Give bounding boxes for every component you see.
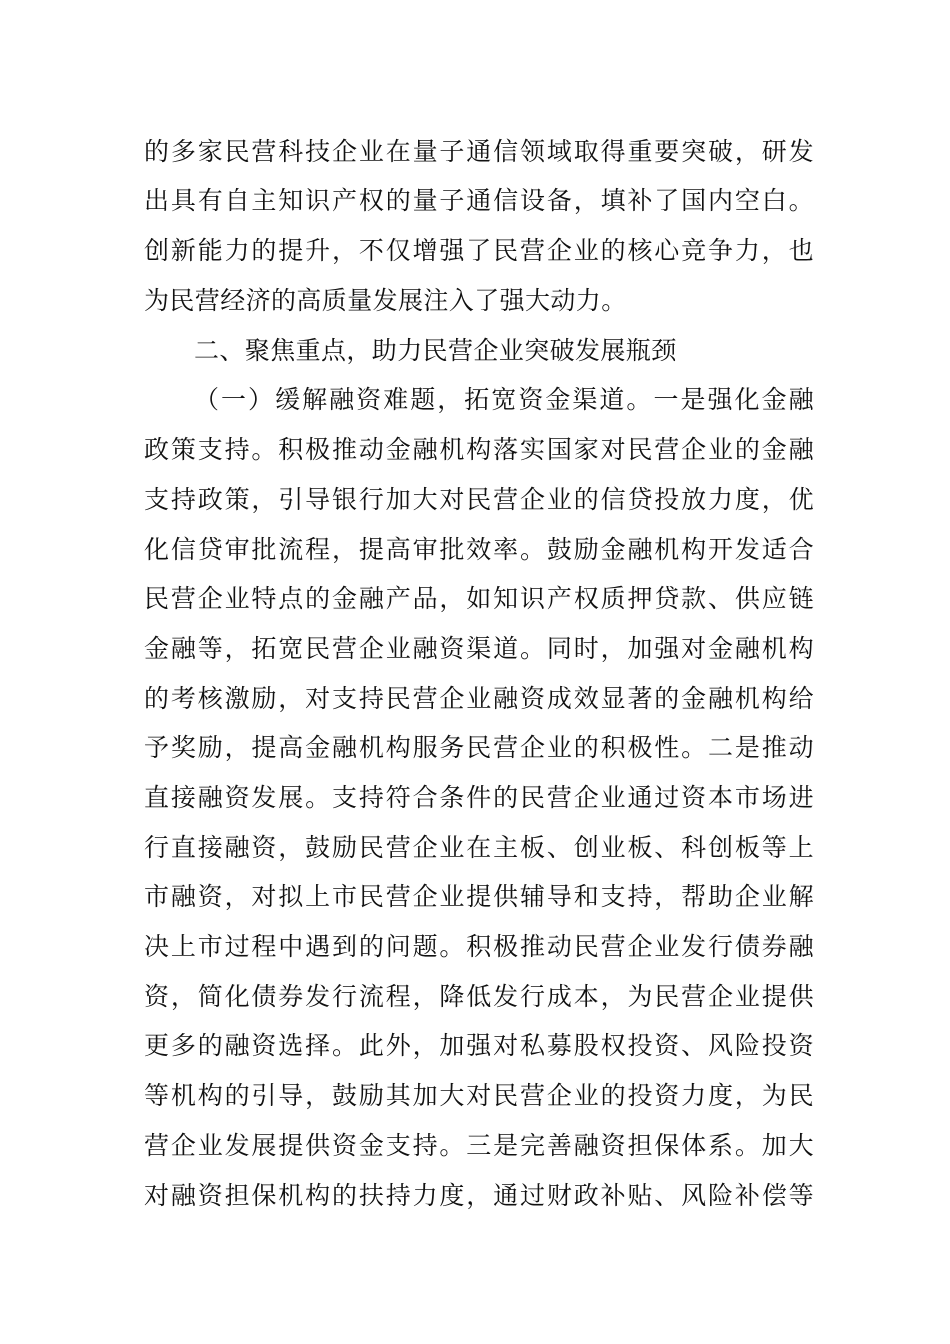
body-text-line: 支持政策，引导银行加大对民营企业的信贷投放力度，优 <box>144 485 814 514</box>
body-text-line: 营企业发展提供资金支持。三是完善融资担保体系。加大 <box>144 1131 814 1160</box>
body-text-line: 化信贷审批流程，提高审批效率。鼓励金融机构开发适合 <box>144 535 814 564</box>
body-text-line: 为民营经济的高质量发展注入了强大动力。 <box>144 286 627 315</box>
body-text-line: 资，简化债券发行流程，降低发行成本，为民营企业提供 <box>144 982 814 1011</box>
body-text-line: 金融等，拓宽民营企业融资渠道。同时，加强对金融机构 <box>144 634 814 663</box>
body-text-line: 行直接融资，鼓励民营企业在主板、创业板、科创板等上 <box>144 833 814 862</box>
body-text-line: 的多家民营科技企业在量子通信领域取得重要突破，研发 <box>144 137 814 166</box>
body-text-line: 予奖励，提高金融机构服务民营企业的积极性。二是推动 <box>144 733 814 762</box>
section-heading: 二、聚焦重点，助力民营企业突破发展瓶颈 <box>194 336 677 365</box>
body-text-line: 对融资担保机构的扶持力度，通过财政补贴、风险补偿等 <box>144 1181 814 1210</box>
body-text-line: 决上市过程中遇到的问题。积极推动民营企业发行债券融 <box>144 932 814 961</box>
body-text-line: 创新能力的提升，不仅增强了民营企业的核心竞争力，也 <box>144 236 814 265</box>
body-text-line: 民营企业特点的金融产品，如知识产权质押贷款、供应链 <box>144 584 814 613</box>
body-text-line: 更多的融资选择。此外，加强对私募股权投资、风险投资 <box>144 1031 814 1060</box>
body-text-line: 等机构的引导，鼓励其加大对民营企业的投资力度，为民 <box>144 1081 814 1110</box>
subsection-heading-line: （一）缓解融资难题，拓宽资金渠道。一是强化金融 <box>194 385 814 414</box>
body-text-line: 直接融资发展。支持符合条件的民营企业通过资本市场进 <box>144 783 814 812</box>
body-text-line: 市融资，对拟上市民营企业提供辅导和支持，帮助企业解 <box>144 882 814 911</box>
body-text-line: 政策支持。积极推动金融机构落实国家对民营企业的金融 <box>144 435 814 464</box>
body-text-line: 的考核激励，对支持民营企业融资成效显著的金融机构给 <box>144 684 814 713</box>
body-text-line: 出具有自主知识产权的量子通信设备，填补了国内空白。 <box>144 186 814 215</box>
